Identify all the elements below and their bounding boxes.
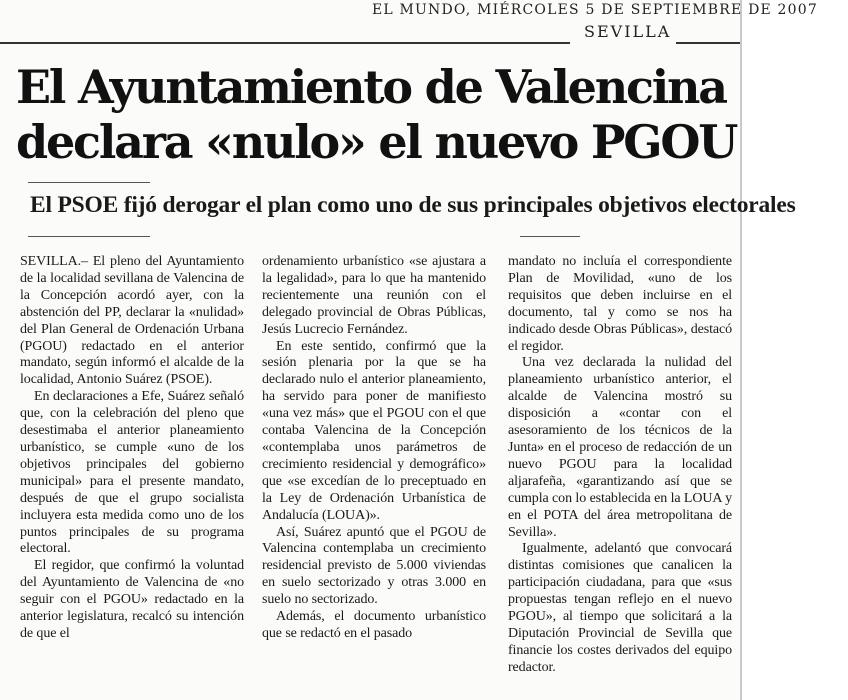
headline-line-2: declara «nulo» el nuevo PGOU xyxy=(16,115,737,169)
subhead-rule xyxy=(520,236,580,237)
paragraph: El regidor, que confirmó la voluntad del Ayuntamiento de Valencina de «no seguir con el PGOU» redactado en la anterior legislatura, recalcó su intención de que el xyxy=(20,558,244,641)
article-column-1 xyxy=(20,254,244,643)
paragraph: Una vez declarada la nulidad del planeamiento urbanístico anterior, el alcalde de Valencina mostró su disposición a «contar con el asesoramiento de los técnicos de la Junta» en el proceso de redacción de un nuevo PGOU para la localidad aljarafeña, «garantizando así que se cumpla con lo establecida en la LOUA y en el POTA del área metropolitana de Sevilla». xyxy=(508,355,732,540)
paragraph: Igualmente, adelantó que convocará distintas comisiones que canalicen la participación ciudadana, para que «sus propuestas tengan reflejo en el nuevo PGOU», al tiempo que solicitará a la Diputación Provincial de Sevilla que financie los costes derivados del equipo redactor. xyxy=(508,541,732,675)
dateline: EL MUNDO, MIÉRCOLES 5 DE SEPTIEMBRE DE 2007 xyxy=(371,2,818,18)
paragraph: En declaraciones a Efe, Suárez señaló que, con la celebración del pleno que desestimaba el anterior planeamiento urbanístico, se cumple «uno de los objetivos principales del gobierno municipal» para el presente mandato, después de que el grupo socialista incluyera esta medida como uno de los puntos principales de su programa electoral. xyxy=(20,389,244,557)
clipping-edge xyxy=(740,0,742,700)
paragraph: En este sentido, confirmó que la sesión plenaria por la que se ha declarado nulo el anterior planeamiento, ha servido para poner de manifiesto «una vez más» que el PGOU con el que contaba Valencina de la Concepción «contemplaba unos parámetros de crecimiento residencial y demográfico» que «se excedían de lo preceptuado en la Ley de Ordenación Urbanística de Andalucía (LOUA)». xyxy=(262,338,486,523)
section-label: SEVILLA xyxy=(584,22,672,41)
section-rule xyxy=(676,42,740,44)
paragraph: Además, el documento urbanístico que se redactó en el pasado xyxy=(262,609,486,641)
paragraph: SEVILLA.– El pleno del Ayuntamiento de la localidad sevillana de Valencina de la Concepción acordó ayer, con la abstención del PP, declarar la «nulidad» del Plan General de Ordenación Urbana (PGOU) redactado en el anterior mandato, según informó el alcalde de la localidad, Antonio Suárez (PSOE). xyxy=(20,254,244,388)
headline-line-1: El Ayuntamiento de Valencina xyxy=(16,60,726,114)
paragraph: Así, Suárez apuntó que el PGOU de Valencina contemplaba un crecimiento residencial previsto de 5.000 viviendas en suelo sectorizado y otras 3.000 en suelo no sectorizado. xyxy=(262,524,486,608)
subhead-rule xyxy=(28,182,150,183)
subhead: El PSOE fijó derogar el plan como uno de sus principales objetivos electorales xyxy=(30,192,796,218)
paragraph: mandato no incluía el correspondiente Plan de Movilidad, «uno de los requisitos que deben incluirse en el documento, tal y como se nos ha indicado desde Obras Públicas», destacó el regidor. xyxy=(508,254,732,354)
article-column-2 xyxy=(262,254,486,643)
paragraph: ordenamiento urbanístico «se ajustara a la legalidad», para lo que ha mantenido recientemente una reunión con el delegado provincial de Obras Públicas, Jesús Lucrecio Fernández. xyxy=(262,254,486,337)
subhead-rule xyxy=(28,236,150,237)
headline xyxy=(16,60,736,170)
article-column-3 xyxy=(508,254,732,677)
section-rule xyxy=(0,42,570,44)
